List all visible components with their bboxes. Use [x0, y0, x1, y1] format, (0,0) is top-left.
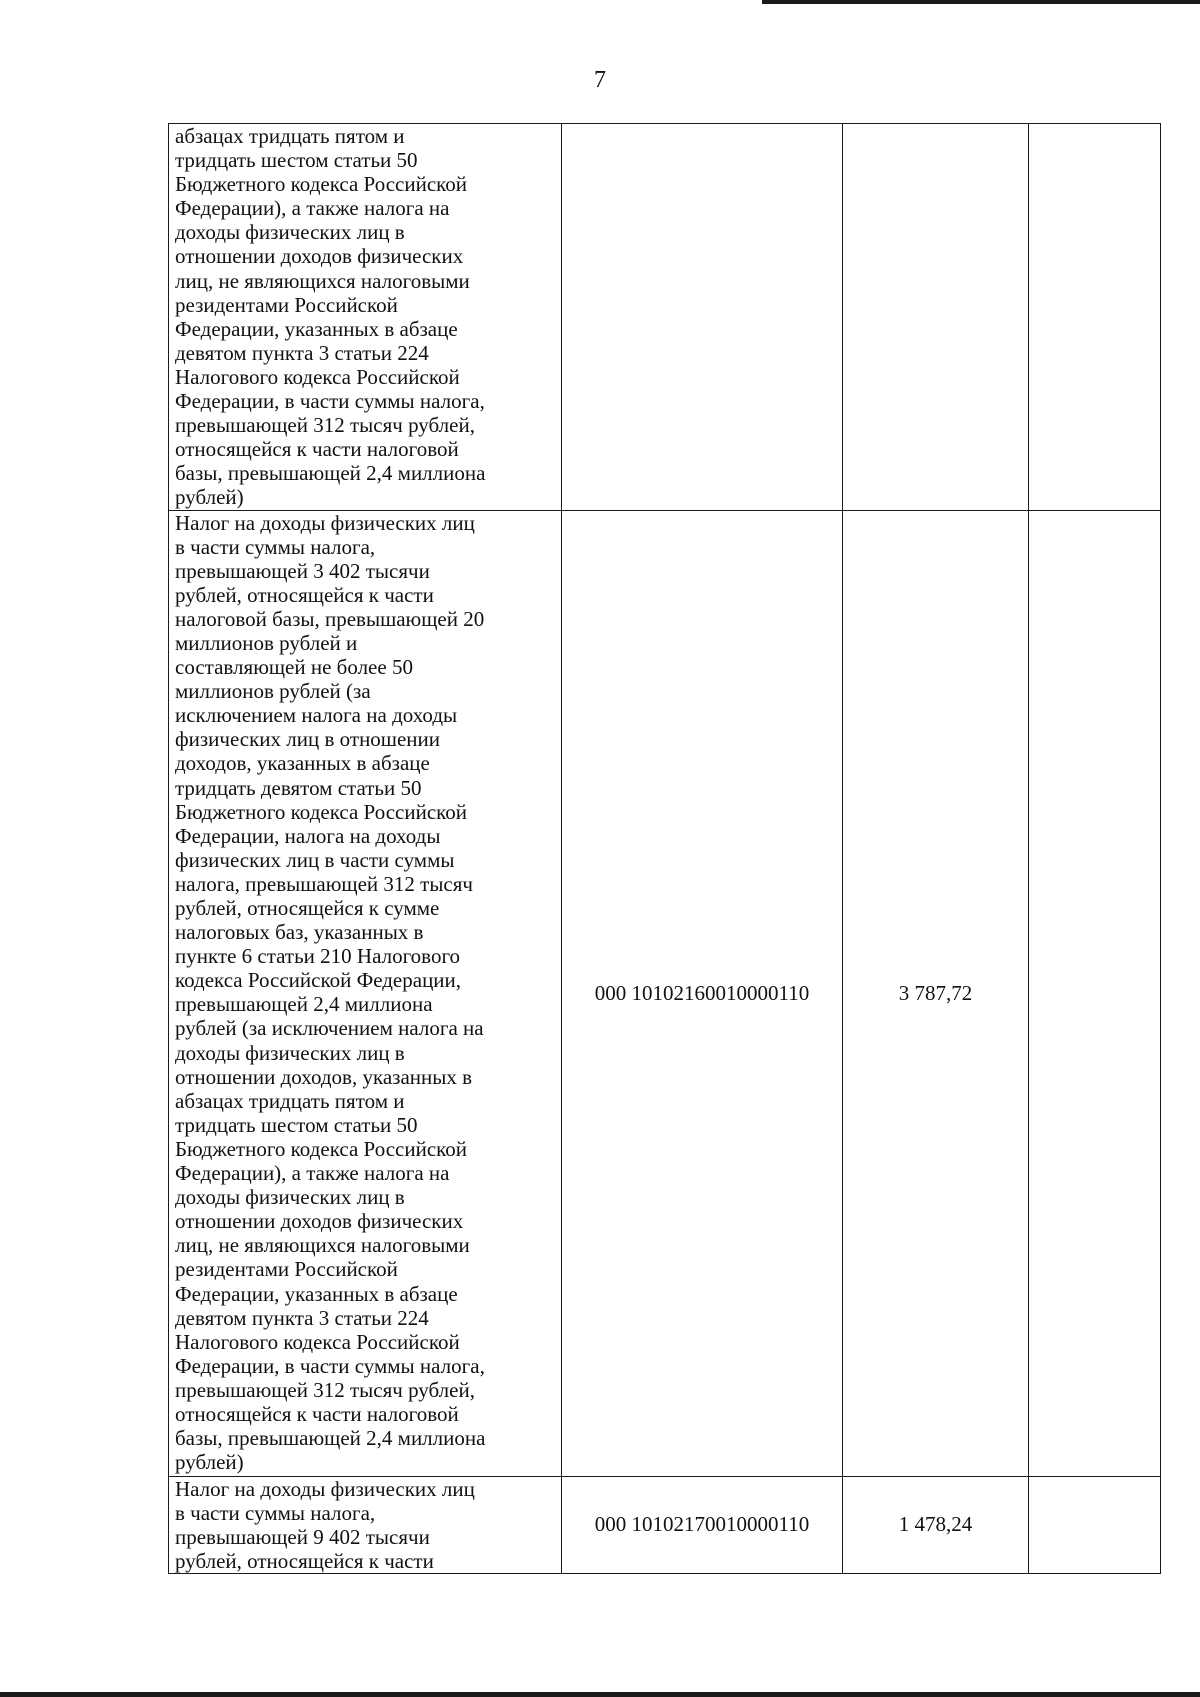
text-line: доходы физических лиц в — [175, 1185, 405, 1210]
text-line: в части суммы налога, — [175, 1500, 376, 1525]
text-line: Налог на доходы физических лиц — [175, 510, 475, 535]
text-line: налога, превышающей 312 тысяч — [175, 871, 473, 896]
text-line: Федерации), а также налога на — [175, 196, 450, 221]
text-line: лиц, не являющихся налоговыми — [175, 268, 470, 293]
text-line: Налогового кодекса Российской — [175, 364, 460, 389]
text-line: превышающей 2,4 миллиона — [175, 992, 433, 1017]
revenue-table — [168, 123, 1161, 1574]
description-cell — [169, 1476, 562, 1573]
text-line: рублей (за исключением налога на — [175, 1016, 484, 1041]
text-line: относящейся к части налоговой — [175, 437, 459, 462]
text-line: лиц, не являющихся налоговыми — [175, 1233, 470, 1258]
text-line: рублей, относящейся к части — [175, 582, 434, 607]
text-line: девятом пункта 3 статьи 224 — [175, 1305, 429, 1330]
text-line: рублей) — [175, 485, 244, 510]
text-line: Бюджетного кодекса Российской — [175, 172, 468, 197]
text-line: резидентами Российской — [175, 292, 398, 317]
scan-edge-top — [762, 0, 1200, 4]
description-cell — [169, 510, 562, 1476]
text-line: Федерации), а также налога на — [175, 1161, 450, 1186]
text-line: налоговых баз, указанных в — [175, 920, 424, 945]
text-line: тридцать девятом статьи 50 — [175, 775, 422, 800]
text-line: исключением налога на доходы — [175, 703, 458, 728]
text-line: базы, превышающей 2,4 миллиона — [175, 461, 486, 486]
table-row — [169, 510, 1161, 1476]
text-line: превышающей 312 тысяч рублей, — [175, 1377, 475, 1402]
extra-cell — [1029, 510, 1161, 1476]
text-line: базы, превышающей 2,4 миллиона — [175, 1426, 486, 1451]
description-cell — [169, 124, 562, 511]
text-line: резидентами Российской — [175, 1257, 398, 1282]
text-line: абзацах тридцать пятом и — [175, 1088, 405, 1113]
text-line: Налог на доходы физических лиц — [175, 1476, 475, 1501]
text-line: Бюджетного кодекса Российской — [175, 1136, 468, 1161]
scan-edge-bottom — [0, 1692, 1200, 1697]
code-cell — [562, 124, 843, 511]
text-line: миллионов рублей (за — [175, 679, 371, 704]
text-line: Федерации, в части суммы налога, — [175, 1353, 485, 1378]
text-line: рублей) — [175, 1450, 244, 1475]
text-line: тридцать шестом статьи 50 — [175, 148, 418, 173]
text-line: превышающей 3 402 тысячи — [175, 558, 430, 583]
amount-cell: 1 478,24 — [843, 1476, 1029, 1573]
text-line: миллионов рублей и — [175, 630, 358, 655]
table-row — [169, 124, 1161, 511]
extra-cell — [1029, 124, 1161, 511]
table-row — [169, 1476, 1161, 1573]
text-line: превышающей 312 тысяч рублей, — [175, 413, 475, 438]
text-line: Федерации, указанных в абзаце — [175, 1281, 458, 1306]
text-line: доходы физических лиц в — [175, 220, 405, 245]
amount-cell: 3 787,72 — [843, 510, 1029, 1476]
text-line: доходов, указанных в абзаце — [175, 751, 430, 776]
code-cell: 000 10102160010000110 — [562, 510, 843, 1476]
text-line: превышающей 9 402 тысячи — [175, 1524, 430, 1549]
extra-cell — [1029, 1476, 1161, 1573]
text-line: физических лиц в части суммы — [175, 847, 455, 872]
text-line: доходы физических лиц в — [175, 1040, 405, 1065]
text-line: Бюджетного кодекса Российской — [175, 799, 468, 824]
text-line: абзацах тридцать пятом и — [175, 124, 405, 148]
page-number: 7 — [594, 67, 606, 93]
amount-cell — [843, 124, 1029, 511]
text-line: в части суммы налога, — [175, 534, 376, 559]
text-line: относящейся к части налоговой — [175, 1401, 459, 1426]
text-line: составляющей не более 50 — [175, 655, 413, 680]
code-cell: 000 10102170010000110 — [562, 1476, 843, 1573]
text-line: пункте 6 статьи 210 Налогового — [175, 944, 461, 969]
text-line: тридцать шестом статьи 50 — [175, 1112, 418, 1137]
text-line: налоговой базы, превышающей 20 — [175, 606, 485, 631]
text-line: отношении доходов, указанных в — [175, 1064, 473, 1089]
text-line: кодекса Российской Федерации, — [175, 968, 462, 993]
text-line: отношении доходов физических — [175, 1209, 464, 1234]
text-line: Федерации, в части суммы налога, — [175, 389, 485, 414]
text-line: Федерации, налога на доходы — [175, 823, 441, 848]
text-line: отношении доходов физических — [175, 244, 464, 269]
text-line: физических лиц в отношении — [175, 727, 441, 752]
text-line: девятом пункта 3 статьи 224 — [175, 340, 429, 365]
text-line: рублей, относящейся к части — [175, 1548, 434, 1573]
text-line: Налогового кодекса Российской — [175, 1329, 460, 1354]
text-line: Федерации, указанных в абзаце — [175, 316, 458, 341]
text-line: рублей, относящейся к сумме — [175, 896, 440, 920]
